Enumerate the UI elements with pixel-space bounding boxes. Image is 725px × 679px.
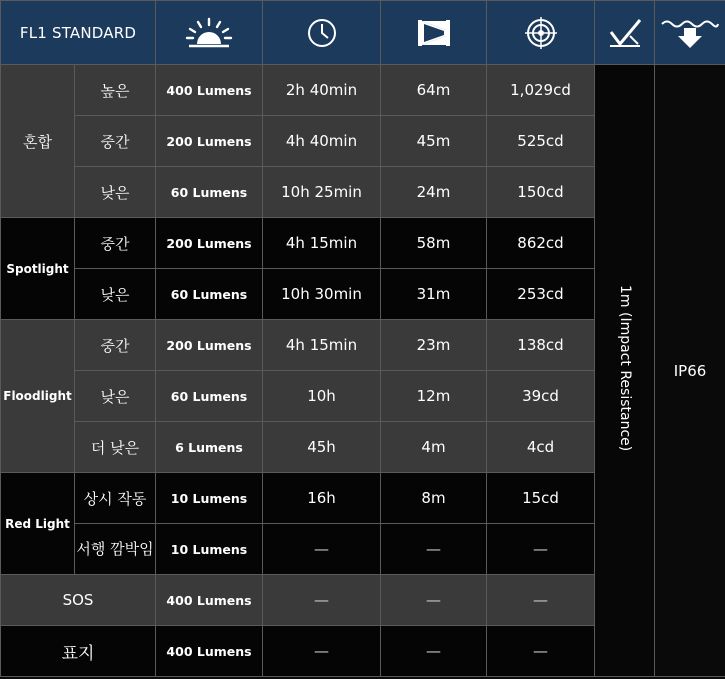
beam-distance-header bbox=[381, 1, 487, 65]
runtime-cell: 4h 40min bbox=[263, 116, 381, 167]
intensity-cell: 138cd bbox=[487, 320, 595, 371]
mode-floodlight: Floodlight bbox=[1, 320, 75, 473]
water-resistance-icon bbox=[660, 16, 720, 50]
water-header bbox=[655, 1, 725, 65]
runtime-cell: 10h 30min bbox=[263, 269, 381, 320]
lumens-cell: 200 Lumens bbox=[156, 218, 263, 269]
lumens-cell: 400 Lumens bbox=[156, 65, 263, 116]
mode-beacon: 표지 bbox=[1, 626, 156, 677]
lumens-cell: 10 Lumens bbox=[156, 524, 263, 575]
runtime-cell: — bbox=[263, 524, 381, 575]
runtime-cell: 10h 25min bbox=[263, 167, 381, 218]
distance-cell: 31m bbox=[381, 269, 487, 320]
impact-resistance-icon bbox=[608, 18, 642, 48]
intensity-cell: — bbox=[487, 575, 595, 626]
table-title: FL1 STANDARD bbox=[19, 24, 137, 42]
distance-cell: — bbox=[381, 626, 487, 677]
submode-cell: 서행 깜박임 bbox=[75, 524, 156, 575]
lumens-cell: 200 Lumens bbox=[156, 320, 263, 371]
header-row bbox=[1, 1, 725, 65]
runtime-cell: 4h 15min bbox=[263, 218, 381, 269]
submode-cell: 더 낮은 bbox=[75, 422, 156, 473]
light-output-header bbox=[156, 1, 263, 65]
runtime-cell: 2h 40min bbox=[263, 65, 381, 116]
intensity-cell: 39cd bbox=[487, 371, 595, 422]
intensity-cell: 525cd bbox=[487, 116, 595, 167]
distance-cell: 64m bbox=[381, 65, 487, 116]
mode-sos: SOS bbox=[1, 575, 156, 626]
runtime-cell: — bbox=[263, 575, 381, 626]
submode-cell: 높은 bbox=[75, 65, 156, 116]
lumens-cell: 60 Lumens bbox=[156, 269, 263, 320]
header-title-cell bbox=[1, 1, 156, 65]
submode-cell: 낮은 bbox=[75, 269, 156, 320]
mode-red-light: Red Light bbox=[1, 473, 75, 575]
distance-cell: 4m bbox=[381, 422, 487, 473]
runtime-cell: — bbox=[263, 626, 381, 677]
distance-cell: — bbox=[381, 575, 487, 626]
intensity-cell: 150cd bbox=[487, 167, 595, 218]
impact-resistance-cell bbox=[595, 65, 655, 677]
distance-cell: 45m bbox=[381, 116, 487, 167]
distance-cell: 23m bbox=[381, 320, 487, 371]
impact-header bbox=[595, 1, 655, 65]
ip-rating-cell: IP66 bbox=[655, 65, 725, 677]
table-row bbox=[1, 65, 725, 116]
runtime-cell: 10h bbox=[263, 371, 381, 422]
distance-cell: — bbox=[381, 524, 487, 575]
runtime-cell: 16h bbox=[263, 473, 381, 524]
submode-cell: 낮은 bbox=[75, 371, 156, 422]
lumens-cell: 60 Lumens bbox=[156, 167, 263, 218]
lumens-cell: 6 Lumens bbox=[156, 422, 263, 473]
distance-cell: 58m bbox=[381, 218, 487, 269]
lumens-cell: 200 Lumens bbox=[156, 116, 263, 167]
distance-cell: 8m bbox=[381, 473, 487, 524]
light-output-icon bbox=[183, 16, 235, 50]
intensity-cell: 253cd bbox=[487, 269, 595, 320]
submode-cell: 중간 bbox=[75, 320, 156, 371]
intensity-cell: — bbox=[487, 626, 595, 677]
mode-spotlight: Spotlight bbox=[1, 218, 75, 320]
lumens-cell: 60 Lumens bbox=[156, 371, 263, 422]
peak-intensity-header bbox=[487, 1, 595, 65]
runtime-cell: 45h bbox=[263, 422, 381, 473]
runtime-header bbox=[263, 1, 381, 65]
beam-distance-icon bbox=[417, 18, 451, 48]
lumens-cell: 400 Lumens bbox=[156, 626, 263, 677]
submode-cell: 중간 bbox=[75, 116, 156, 167]
distance-cell: 24m bbox=[381, 167, 487, 218]
runtime-cell: 4h 15min bbox=[263, 320, 381, 371]
mode-mixed: 혼합 bbox=[1, 65, 75, 218]
runtime-clock-icon bbox=[306, 17, 338, 49]
impact-resistance-value: 1m (Impact Resistance) bbox=[616, 285, 633, 452]
intensity-cell: — bbox=[487, 524, 595, 575]
lumens-cell: 10 Lumens bbox=[156, 473, 263, 524]
submode-cell: 중간 bbox=[75, 218, 156, 269]
peak-intensity-icon bbox=[524, 16, 558, 50]
submode-cell: 낮은 bbox=[75, 167, 156, 218]
intensity-cell: 15cd bbox=[487, 473, 595, 524]
lumens-cell: 400 Lumens bbox=[156, 575, 263, 626]
submode-cell: 상시 작동 bbox=[75, 473, 156, 524]
intensity-cell: 862cd bbox=[487, 218, 595, 269]
distance-cell: 12m bbox=[381, 371, 487, 422]
intensity-cell: 4cd bbox=[487, 422, 595, 473]
intensity-cell: 1,029cd bbox=[487, 65, 595, 116]
